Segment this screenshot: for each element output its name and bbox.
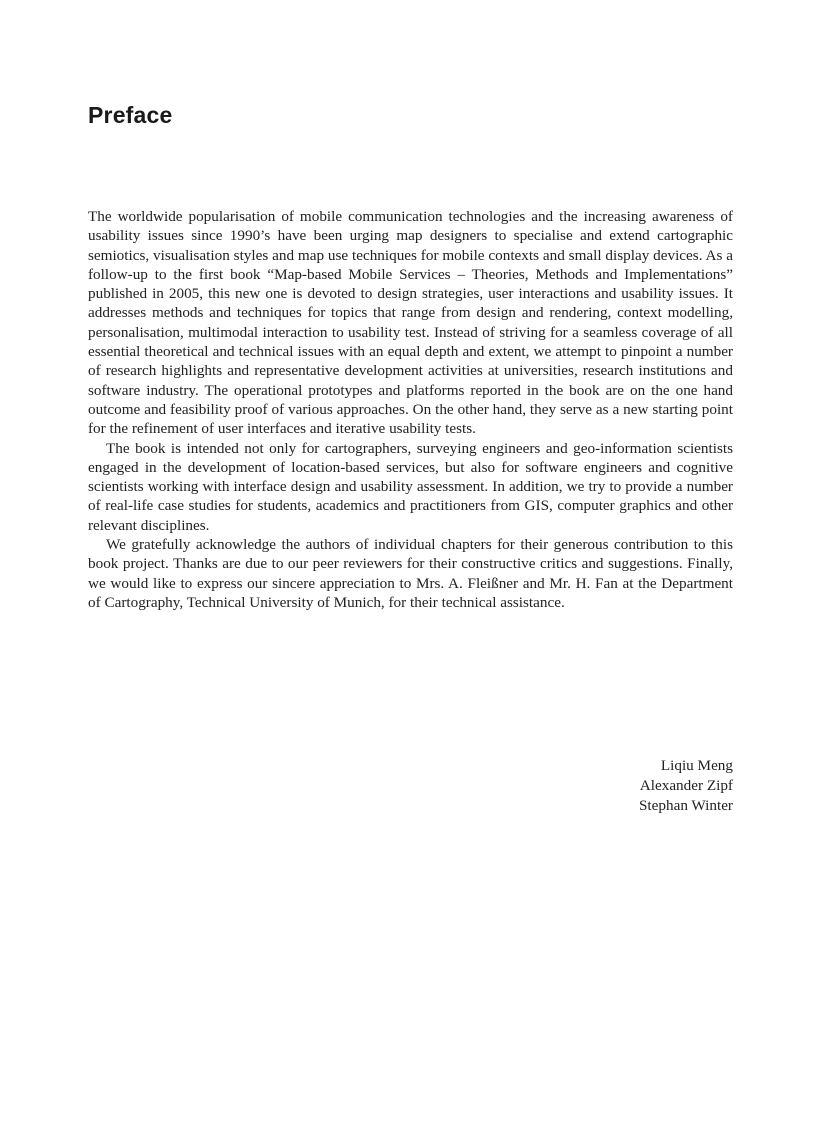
page-title: Preface (88, 102, 173, 128)
signature-author: Liqiu Meng (660, 757, 733, 774)
signature-author: Alexander Zipf (639, 776, 733, 794)
paragraph-2: The book is intended not only for cartographers, surveying engineers and geo-information scientists engaged in the development of location-based services, but also for software engineers and cognitive scientists working with interface design and usability assessment. In addition, we try to provide a number of real-life case studies for students, academics and practitioners from GIS, computer graphics and other relevant disciplines. (88, 439, 733, 534)
signature-block (480, 756, 733, 815)
paragraph-1: The worldwide popularisation of mobile communication technologies and the increasing awareness of usability issues since 1990’s have been urging map designers to specialise and extend cartographic semiotics, visualisation styles and map use techniques for mobile contexts and small display devices. As a follow-up to the first book “Map-based Mobile Services – Theories, Methods and Implementations” published in 2005, this new one is devoted to design strategies, user interactions and usability issues. It addresses methods and techniques for topics that range from design and rendering, context modelling, personalisation, multimodal interaction to usability test. Instead of striving for a seamless coverage of all essential theoretical and technical issues with an equal depth and extent, we attempt to pinpoint a number of research highlights and representative development activities at universities, research institutions and software industry. The operational prototypes and platforms reported in the book are on the one hand outcome and feasibility proof of various approaches. On the other hand, they serve as a new starting point for the refinement of user interfaces and iterative usability tests. (88, 208, 733, 438)
preface-body (88, 207, 733, 612)
signature-author: Stephan Winter (638, 796, 733, 814)
paragraph-3: We gratefully acknowledge the authors of individual chapters for their generous contribution to this book project. Thanks are due to our peer reviewers for their constructive critics and suggestions. Finally, we would like to express our sincere appreciation to Mrs. A. Fleißner and Mr. H. Fan at the Department of Cartography, Technical University of Munich, for their technical assistance. (88, 536, 733, 611)
